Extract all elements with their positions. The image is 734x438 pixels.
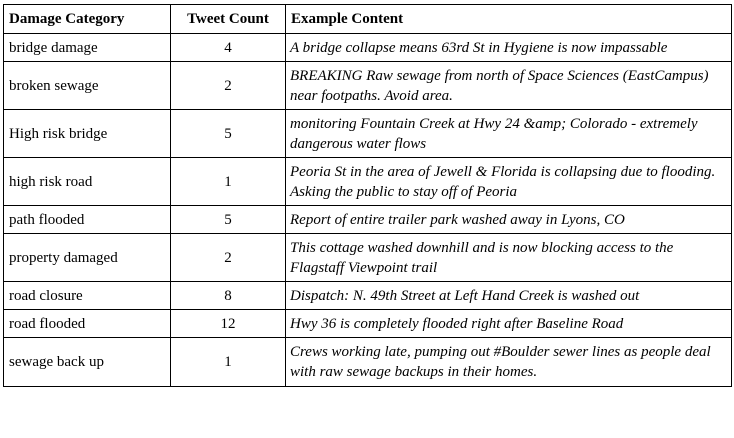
tweet-count-cell: 5 (171, 110, 286, 158)
example-content-cell: Peoria St in the area of Jewell & Florida is collapsing due to flooding. Asking the public to stay off of Peoria (286, 158, 732, 206)
header-tweet-count: Tweet Count (171, 5, 286, 34)
tweet-count-cell: 12 (171, 310, 286, 338)
tweet-count-cell: 2 (171, 234, 286, 282)
damage-category-cell: bridge damage (4, 34, 171, 62)
damage-category-cell: road closure (4, 282, 171, 310)
tweet-count-cell: 1 (171, 158, 286, 206)
example-content-cell: Crews working late, pumping out #Boulder sewer lines as people deal with raw sewage backups in their homes. (286, 338, 732, 387)
table-row (4, 234, 732, 282)
example-content-cell: Report of entire trailer park washed away in Lyons, CO (286, 206, 732, 234)
damage-category-cell: broken sewage (4, 62, 171, 110)
table-row (4, 206, 732, 234)
damage-category-cell: path flooded (4, 206, 171, 234)
example-content-cell: This cottage washed downhill and is now blocking access to the Flagstaff Viewpoint trail (286, 234, 732, 282)
tweet-count-cell: 4 (171, 34, 286, 62)
damage-table-container (3, 4, 731, 387)
damage-category-cell: high risk road (4, 158, 171, 206)
tweet-count-cell: 5 (171, 206, 286, 234)
damage-category-cell: property damaged (4, 234, 171, 282)
damage-category-cell: sewage back up (4, 338, 171, 387)
tweet-count-cell: 2 (171, 62, 286, 110)
table-row (4, 282, 732, 310)
table-row (4, 110, 732, 158)
header-example-content: Example Content (286, 5, 732, 34)
example-content-cell: Dispatch: N. 49th Street at Left Hand Creek is washed out (286, 282, 732, 310)
example-content-cell: monitoring Fountain Creek at Hwy 24 &amp; Colorado - extremely dangerous water flows (286, 110, 732, 158)
table-row (4, 158, 732, 206)
header-damage-category: Damage Category (4, 5, 171, 34)
table-row (4, 338, 732, 387)
tweet-count-cell: 1 (171, 338, 286, 387)
table-row (4, 34, 732, 62)
example-content-cell: BREAKING Raw sewage from north of Space Sciences (EastCampus) near footpaths. Avoid area. (286, 62, 732, 110)
table-row (4, 310, 732, 338)
damage-category-table (3, 4, 732, 387)
example-content-cell: A bridge collapse means 63rd St in Hygiene is now impassable (286, 34, 732, 62)
damage-category-cell: road flooded (4, 310, 171, 338)
table-header-row (4, 5, 732, 34)
example-content-cell: Hwy 36 is completely flooded right after Baseline Road (286, 310, 732, 338)
damage-category-cell: High risk bridge (4, 110, 171, 158)
table-row (4, 62, 732, 110)
tweet-count-cell: 8 (171, 282, 286, 310)
